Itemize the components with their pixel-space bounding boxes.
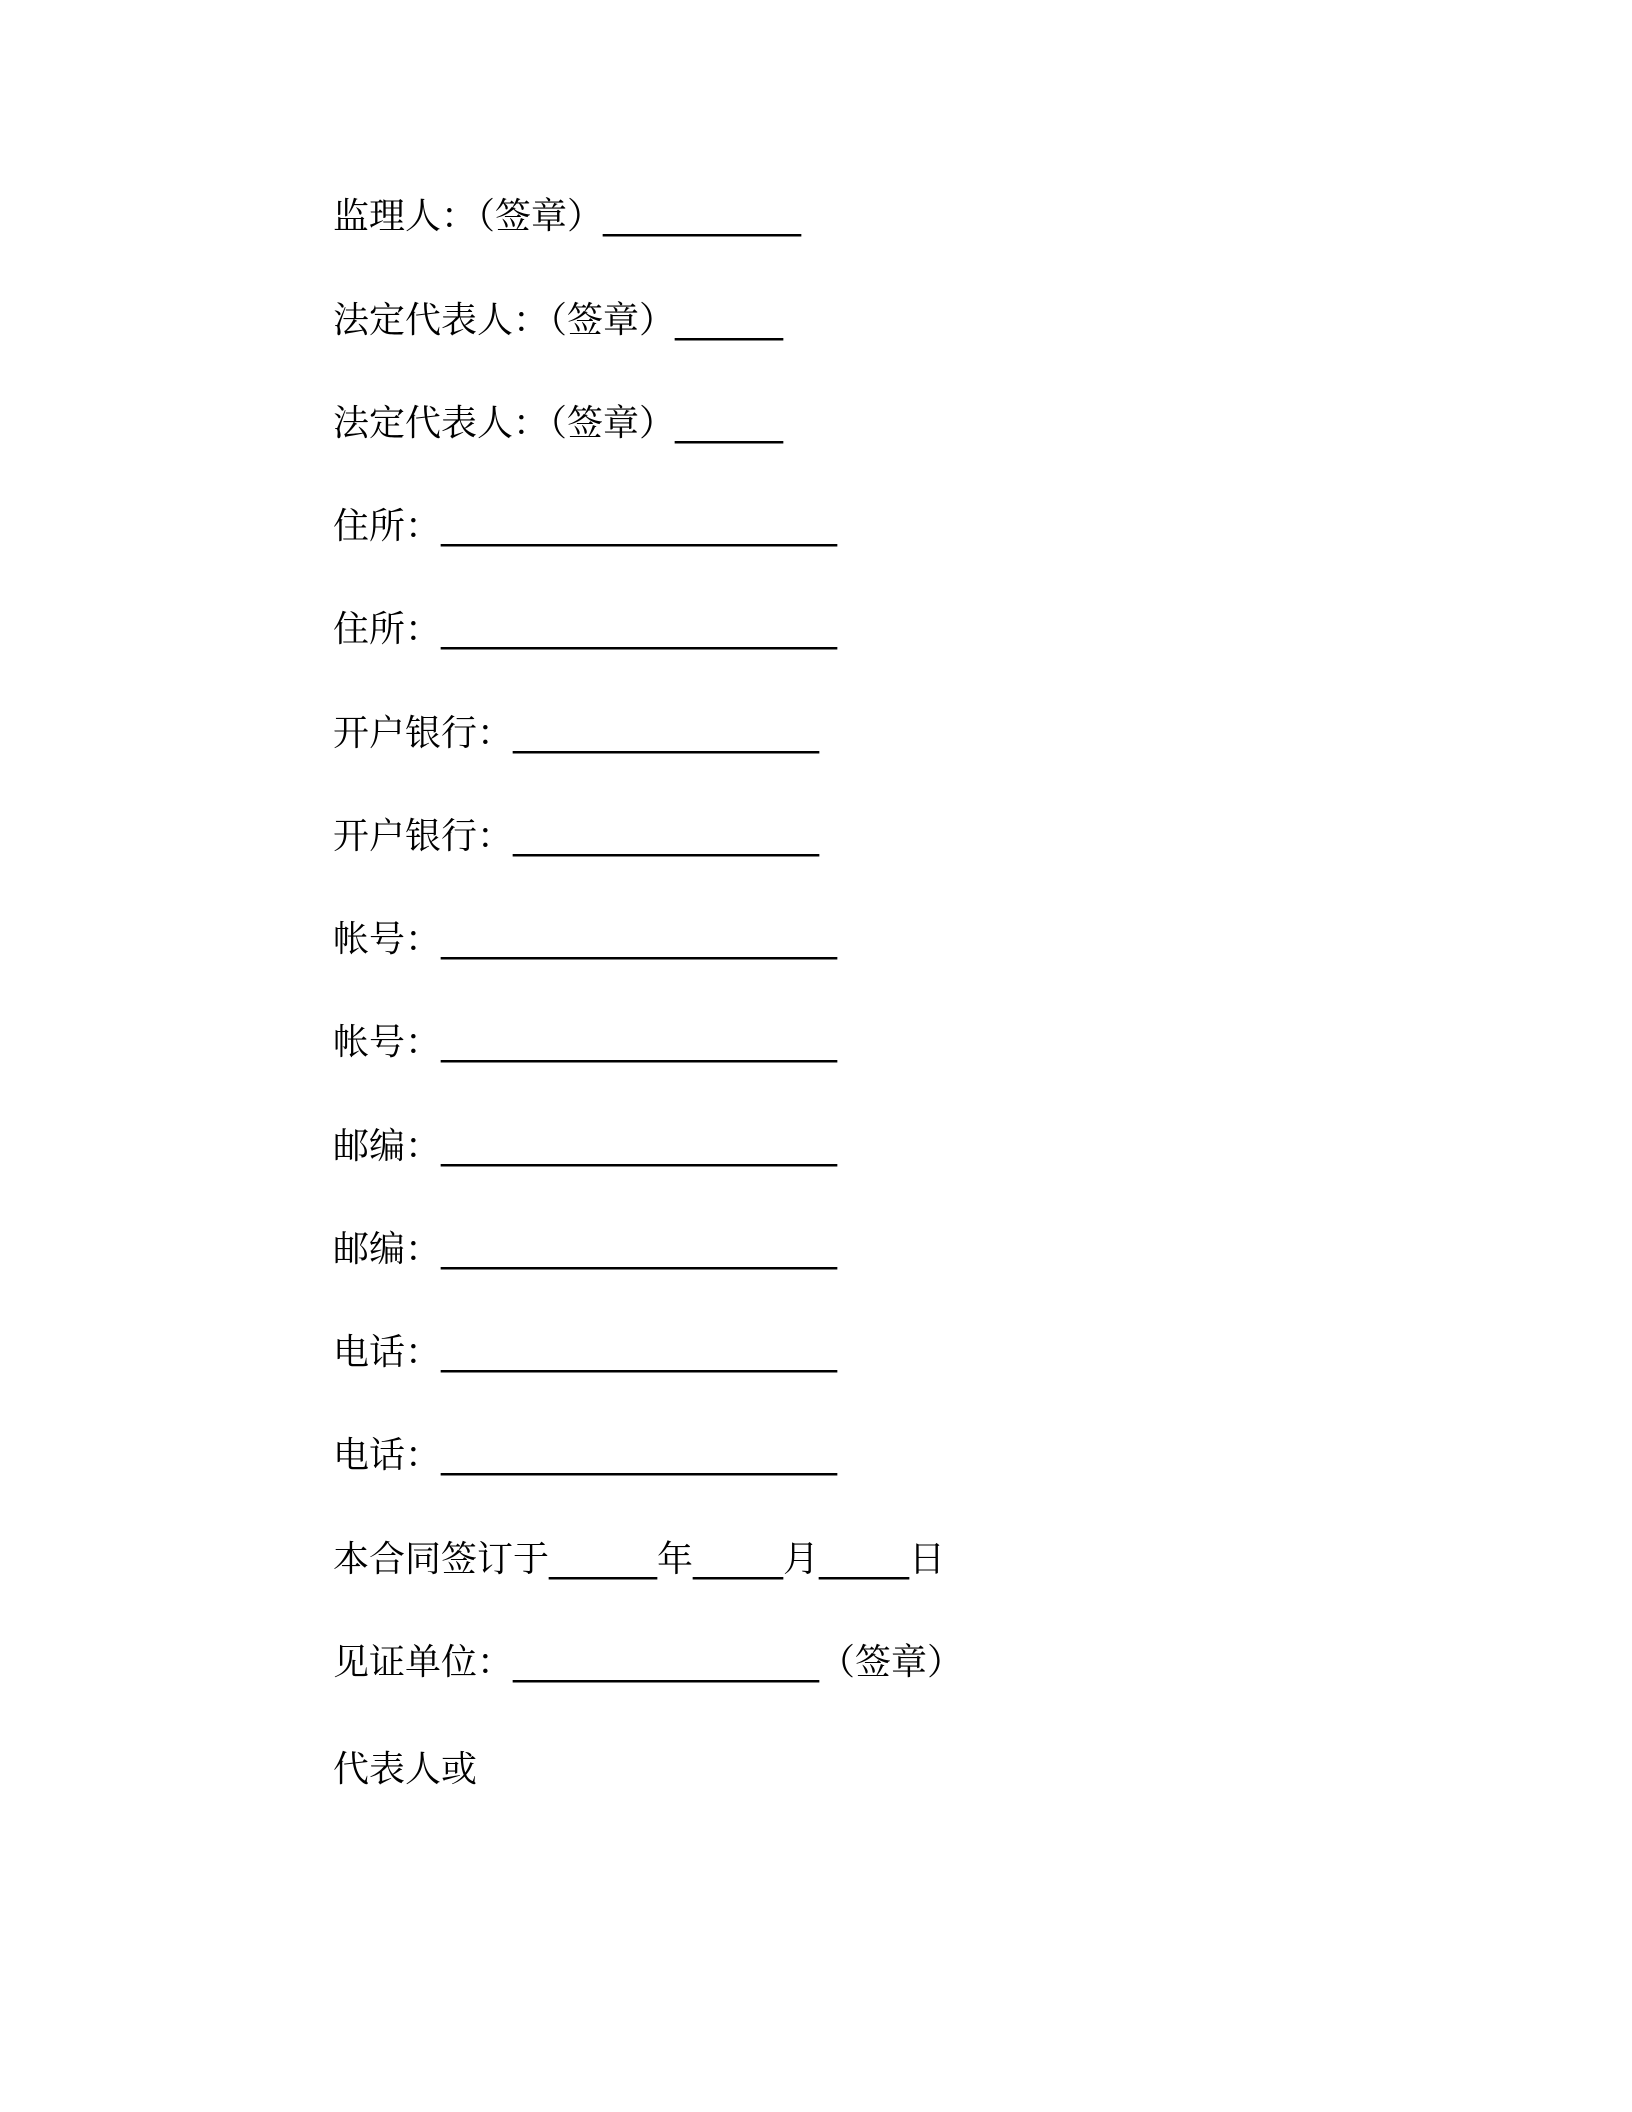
postal-code-line: 邮编：______________________ (333, 1229, 838, 1270)
address-line: 住所：______________________ (333, 609, 838, 650)
legal-representative-signature-line: 法定代表人：（签章）______ (333, 300, 784, 341)
postal-code-line: 邮编：______________________ (333, 1126, 838, 1167)
account-number-line: 帐号：______________________ (333, 919, 838, 960)
phone-line: 电话：______________________ (333, 1435, 838, 1476)
bank-line: 开户银行：_________________ (333, 713, 820, 754)
bank-line: 开户银行：_________________ (333, 816, 820, 857)
representative-line: 代表人或 (333, 1749, 478, 1790)
phone-line: 电话：______________________ (333, 1332, 838, 1373)
supervisor-signature-line: 监理人：（签章）___________ (333, 196, 802, 237)
account-number-line: 帐号：______________________ (333, 1022, 838, 1063)
address-line: 住所：______________________ (333, 506, 838, 547)
legal-representative-signature-line: 法定代表人：（签章）______ (333, 403, 784, 444)
contract-date-line: 本合同签订于______年_____月_____日 (333, 1539, 946, 1580)
witness-unit-line: 见证单位：_________________（签章） (333, 1642, 964, 1683)
